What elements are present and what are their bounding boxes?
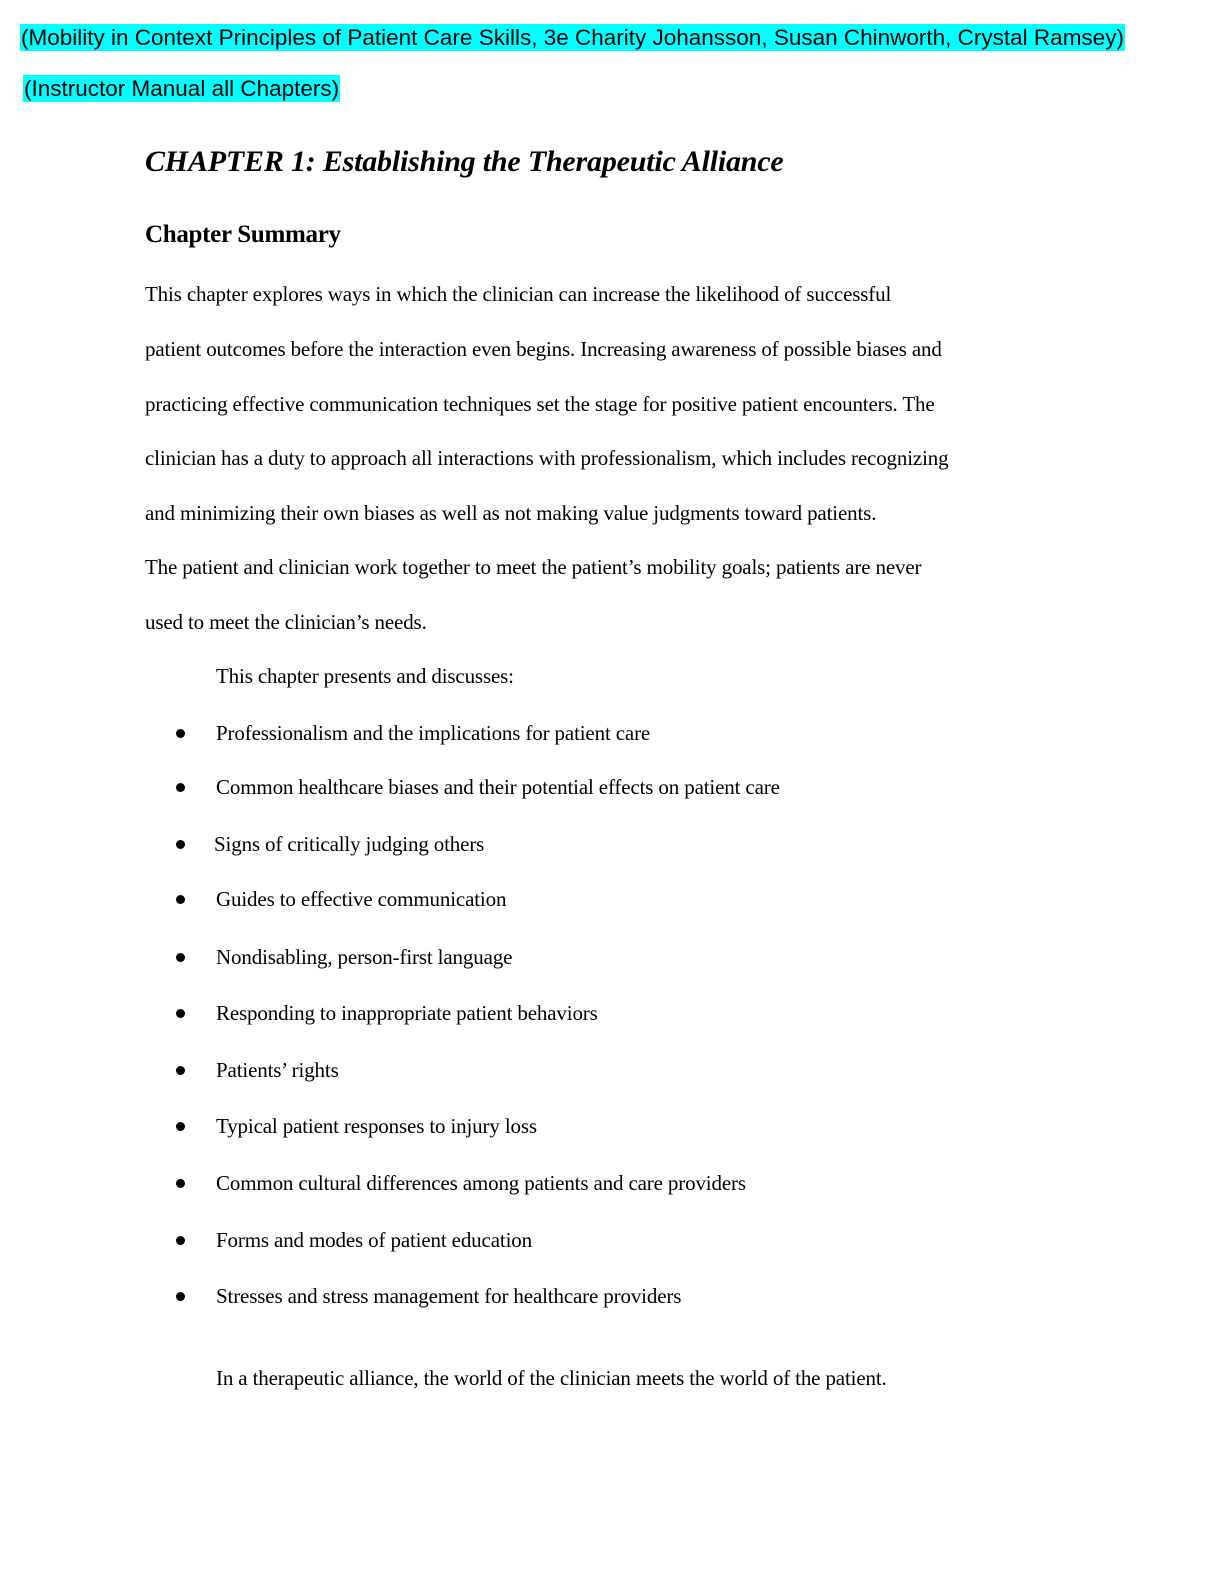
list-item-text: Signs of critically judging others <box>214 832 485 856</box>
bullet-icon <box>176 1283 198 1309</box>
list-item-text: Typical patient responses to injury loss <box>216 1114 537 1138</box>
chapter-title: CHAPTER 1: Establishing the Therapeutic Alliance <box>145 145 784 178</box>
summary-line: practicing effective communication techniques set the stage for positive patient encounters. The <box>145 392 935 416</box>
bullet-icon <box>176 774 198 800</box>
bullet-icon <box>176 720 198 746</box>
bullet-icon <box>176 1113 198 1139</box>
list-item-text: Patients’ rights <box>216 1058 339 1082</box>
book-title-highlight: (Mobility in Context Principles of Patient Care Skills, 3e Charity Johansson, Susan Chinworth, Crystal Ramsey) <box>21 25 1124 50</box>
list-item-text: Nondisabling, person-first language <box>216 945 513 969</box>
topics-intro: This chapter presents and discusses: <box>216 664 514 688</box>
manual-label-highlight: (Instructor Manual all Chapters) <box>24 76 340 101</box>
list-item-text: Professionalism and the implications for patient care <box>216 721 651 745</box>
bullet-icon <box>176 1000 198 1026</box>
bullet-icon <box>176 1227 198 1253</box>
summary-line: used to meet the clinician’s needs. <box>145 610 427 634</box>
list-item-text: Responding to inappropriate patient behaviors <box>216 1001 598 1025</box>
list-item-text: Forms and modes of patient education <box>216 1228 532 1252</box>
bullet-icon <box>176 944 198 970</box>
summary-line: The patient and clinician work together to meet the patient’s mobility goals; patients are never <box>145 555 922 579</box>
list-item-text: Stresses and stress management for healthcare providers <box>216 1284 682 1308</box>
summary-line: clinician has a duty to approach all interactions with professionalism, which includes recognizing <box>145 446 949 470</box>
summary-line: and minimizing their own biases as well as not making value judgments toward patients. <box>145 501 877 525</box>
list-item-text: Common healthcare biases and their potential effects on patient care <box>216 775 780 799</box>
list-item-text: Common cultural differences among patients and care providers <box>216 1171 746 1195</box>
bullet-icon <box>176 1057 198 1083</box>
closing-sentence: In a therapeutic alliance, the world of the clinician meets the world of the patient. <box>216 1366 887 1390</box>
section-heading: Chapter Summary <box>145 221 341 248</box>
list-item-text: Guides to effective communication <box>216 887 507 911</box>
summary-line: This chapter explores ways in which the clinician can increase the likelihood of successful <box>145 282 892 306</box>
bullet-icon <box>176 886 198 912</box>
bullet-icon <box>176 1170 198 1196</box>
bullet-icon <box>176 831 198 857</box>
summary-line: patient outcomes before the interaction even begins. Increasing awareness of possible biases and <box>145 337 942 361</box>
